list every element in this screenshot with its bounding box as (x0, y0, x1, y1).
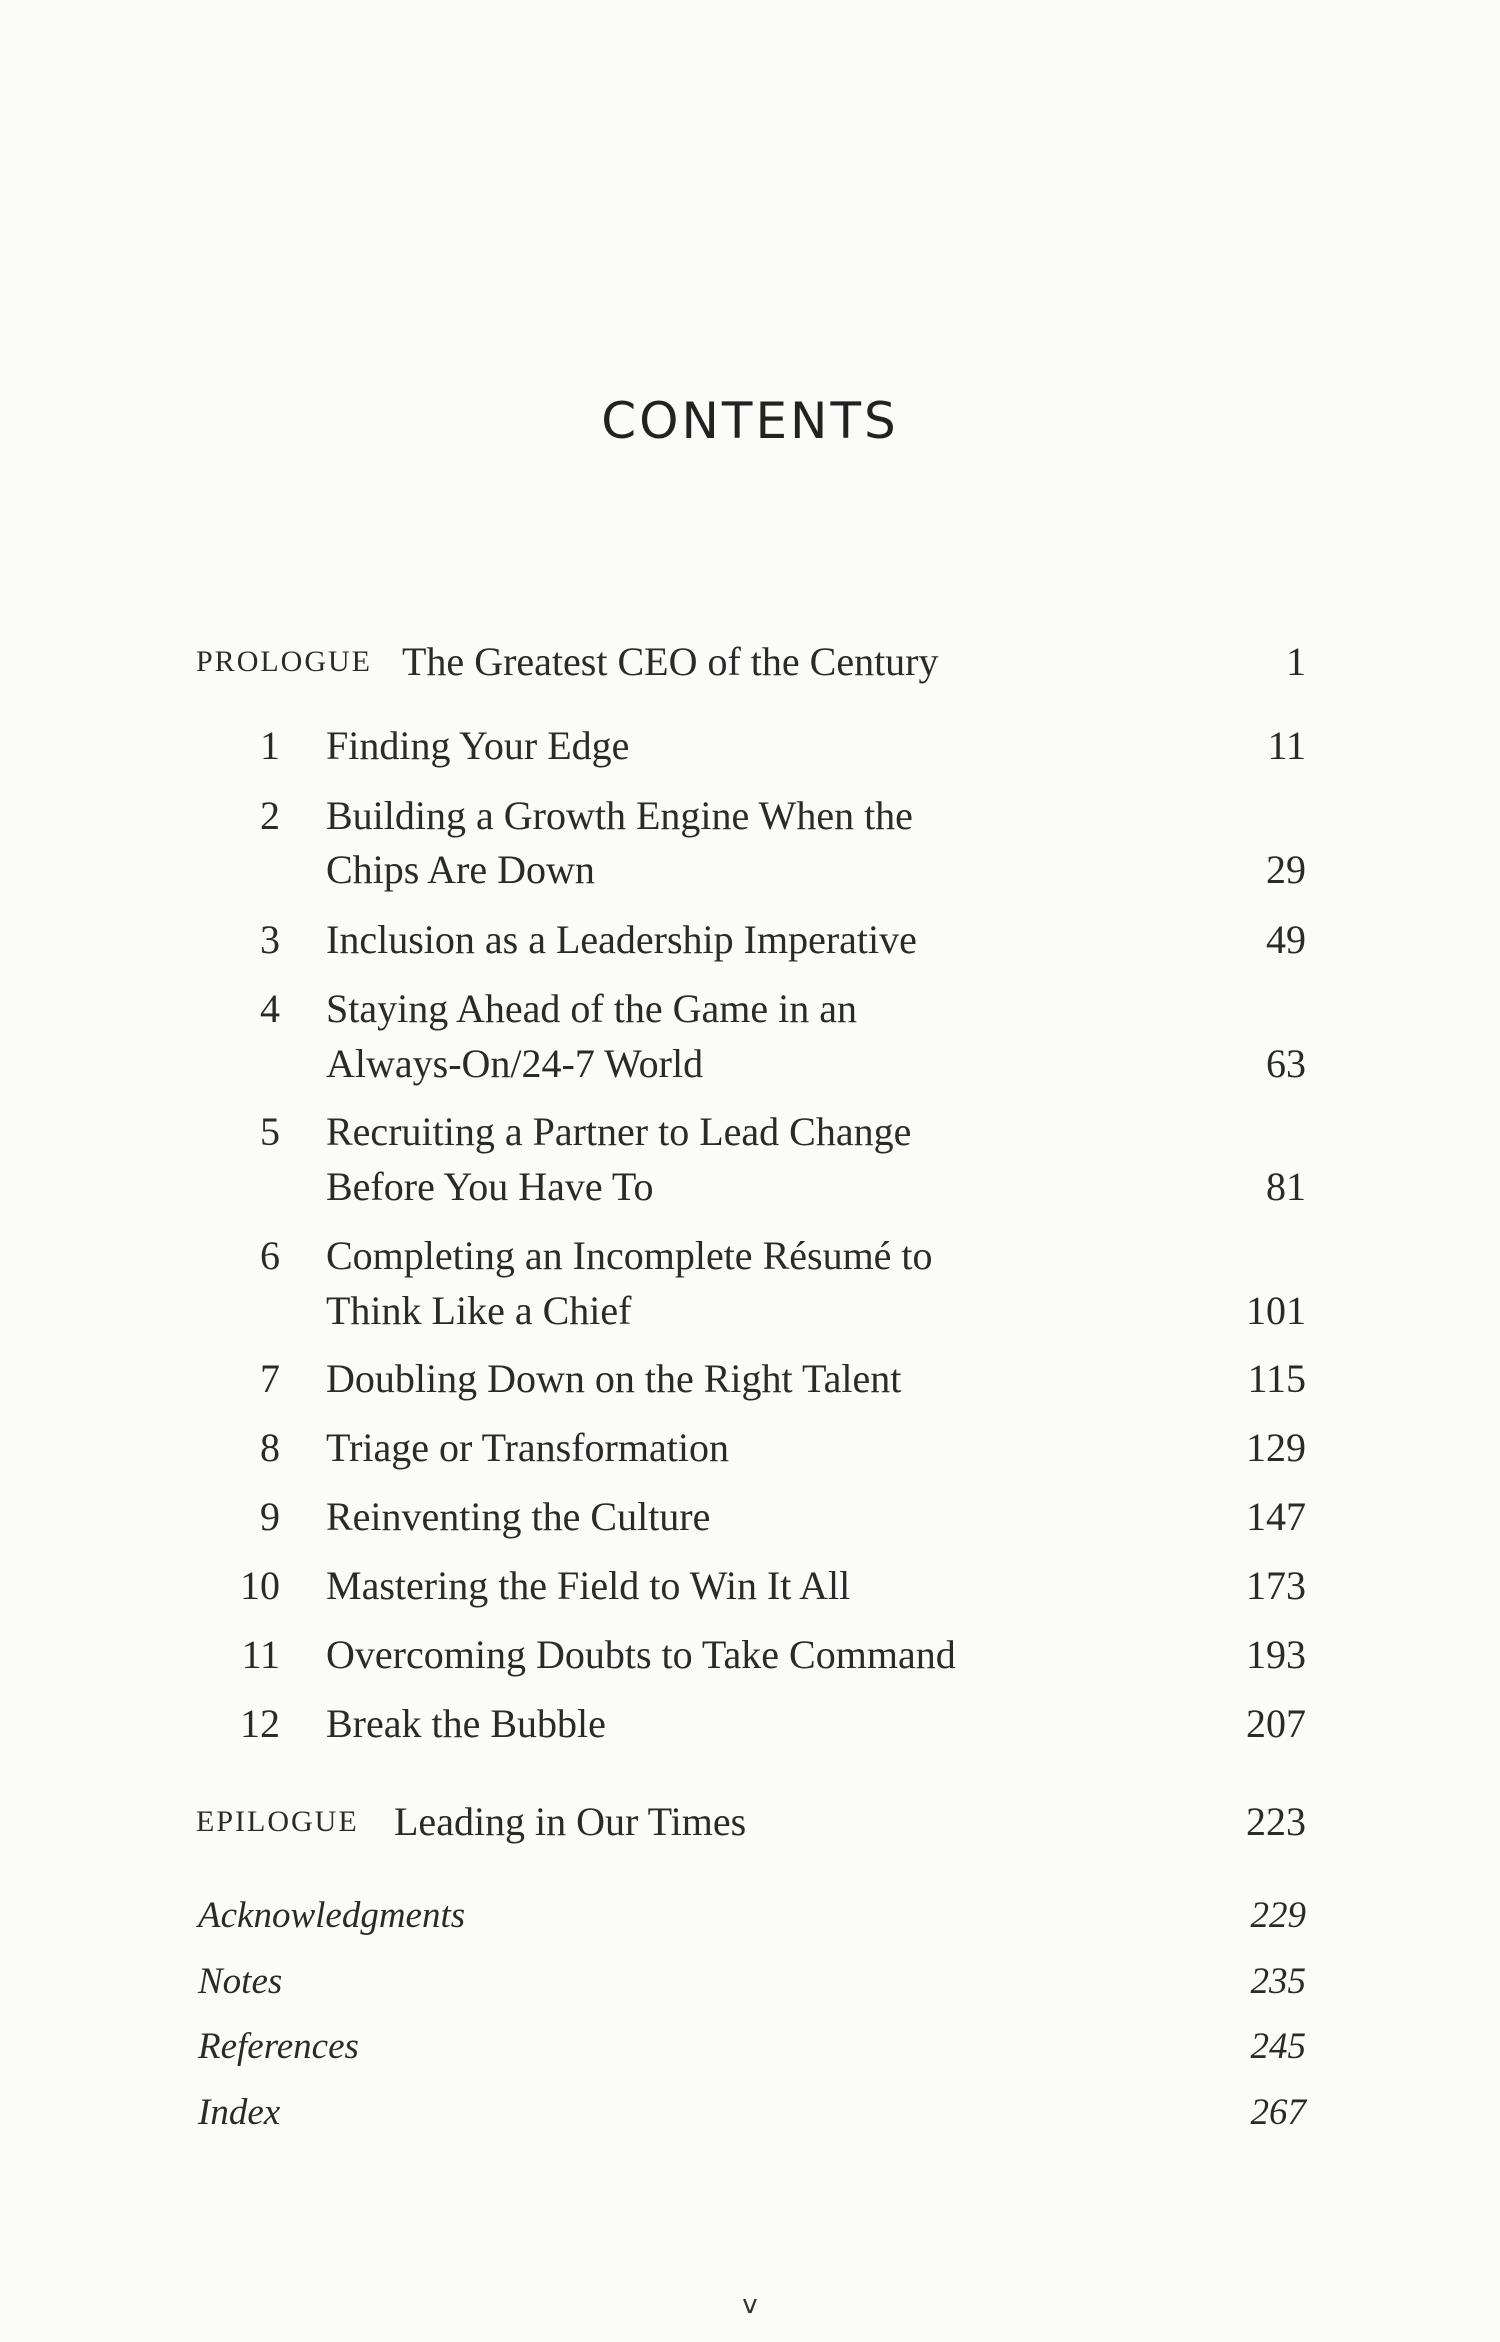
chapter-title: Doubling Down on the Right Talent (326, 1356, 902, 1401)
contents-heading: CONTENTS (601, 392, 899, 450)
back-matter-page: 245 (1250, 2026, 1306, 2067)
chapter-title-cont: Think Like a Chief (326, 1288, 632, 1333)
back-matter-page: 267 (1250, 2092, 1306, 2133)
chapter-number: 12 (240, 1701, 280, 1746)
toc-entry-acknowledgments[interactable] (0, 1886, 1500, 1946)
toc-entry-prologue[interactable] (0, 632, 1500, 692)
chapter-title: Staying Ahead of the Game in an (326, 986, 857, 1031)
chapter-number: 8 (260, 1425, 280, 1470)
chapter-number: 4 (260, 986, 280, 1031)
chapter-title: Finding Your Edge (326, 723, 630, 768)
chapter-page: 101 (1246, 1288, 1306, 1333)
toc-entry-references[interactable] (0, 2017, 1500, 2077)
page-folio: v (742, 2290, 758, 2320)
chapter-number: 2 (260, 793, 280, 838)
prologue-page: 1 (1286, 639, 1306, 684)
prologue-title: The Greatest CEO of the Century (402, 639, 939, 684)
chapter-title: Triage or Transformation (326, 1425, 729, 1470)
back-matter-title: References (198, 2026, 359, 2067)
toc-entry-chapter-5[interactable] (0, 1102, 1500, 1162)
chapter-number: 10 (240, 1563, 280, 1608)
chapter-title: Mastering the Field to Win It All (326, 1563, 851, 1608)
chapter-number: 3 (260, 917, 280, 962)
toc-entry-chapter-11[interactable] (0, 1625, 1500, 1685)
toc-entry-chapter-6-cont[interactable] (0, 1281, 1500, 1341)
chapter-page: 193 (1246, 1632, 1306, 1677)
toc-entry-chapter-9[interactable] (0, 1487, 1500, 1547)
toc-entry-chapter-7[interactable] (0, 1349, 1500, 1409)
chapter-title-cont: Before You Have To (326, 1164, 654, 1209)
toc-entry-notes[interactable] (0, 1952, 1500, 2012)
toc-entry-chapter-6[interactable] (0, 1226, 1500, 1286)
toc-entry-chapter-5-cont[interactable] (0, 1157, 1500, 1217)
back-matter-title: Notes (198, 1961, 283, 2002)
toc-entry-chapter-4-cont[interactable] (0, 1034, 1500, 1094)
toc-entry-chapter-4[interactable] (0, 979, 1500, 1039)
toc-entry-chapter-2[interactable] (0, 786, 1500, 846)
chapter-page: 11 (1267, 723, 1306, 768)
chapter-page: 115 (1247, 1356, 1306, 1401)
toc-entry-chapter-12[interactable] (0, 1694, 1500, 1754)
chapter-number: 6 (260, 1233, 280, 1278)
epilogue-title: Leading in Our Times (394, 1799, 747, 1844)
chapter-title: Recruiting a Partner to Lead Change (326, 1109, 912, 1154)
chapter-title: Reinventing the Culture (326, 1494, 711, 1539)
chapter-title: Break the Bubble (326, 1701, 606, 1746)
chapter-number: 11 (241, 1632, 280, 1677)
chapter-title: Inclusion as a Leadership Imperative (326, 917, 917, 962)
chapter-title-cont: Chips Are Down (326, 847, 595, 892)
prologue-label: PROLOGUE (196, 645, 373, 678)
toc-entry-chapter-3[interactable] (0, 910, 1500, 970)
back-matter-page: 229 (1250, 1895, 1306, 1936)
back-matter-page: 235 (1250, 1961, 1306, 2002)
chapter-page: 147 (1246, 1494, 1306, 1539)
chapter-page: 81 (1266, 1164, 1306, 1209)
chapter-title-cont: Always-On/24-7 World (326, 1041, 704, 1086)
chapter-number: 1 (260, 723, 280, 768)
epilogue-page: 223 (1246, 1799, 1306, 1844)
toc-entry-chapter-8[interactable] (0, 1418, 1500, 1478)
epilogue-label: EPILOGUE (196, 1805, 359, 1838)
chapter-title: Completing an Incomplete Résumé to (326, 1233, 933, 1278)
toc-entry-index[interactable] (0, 2083, 1500, 2143)
chapter-title: Building a Growth Engine When the (326, 793, 913, 838)
chapter-page: 29 (1266, 847, 1306, 892)
chapter-page: 63 (1266, 1041, 1306, 1086)
toc-entry-chapter-2-cont[interactable] (0, 840, 1500, 900)
chapter-number: 7 (260, 1356, 280, 1401)
toc-entry-chapter-1[interactable] (0, 716, 1500, 776)
chapter-number: 9 (260, 1494, 280, 1539)
chapter-page: 129 (1246, 1425, 1306, 1470)
back-matter-title: Acknowledgments (198, 1895, 466, 1936)
toc-entry-chapter-10[interactable] (0, 1556, 1500, 1616)
toc-entry-epilogue[interactable] (0, 1792, 1500, 1852)
chapter-number: 5 (260, 1109, 280, 1154)
chapter-page: 207 (1246, 1701, 1306, 1746)
chapter-page: 173 (1246, 1563, 1306, 1608)
back-matter-title: Index (198, 2092, 281, 2133)
chapter-page: 49 (1266, 917, 1306, 962)
chapter-title: Overcoming Doubts to Take Command (326, 1632, 956, 1677)
